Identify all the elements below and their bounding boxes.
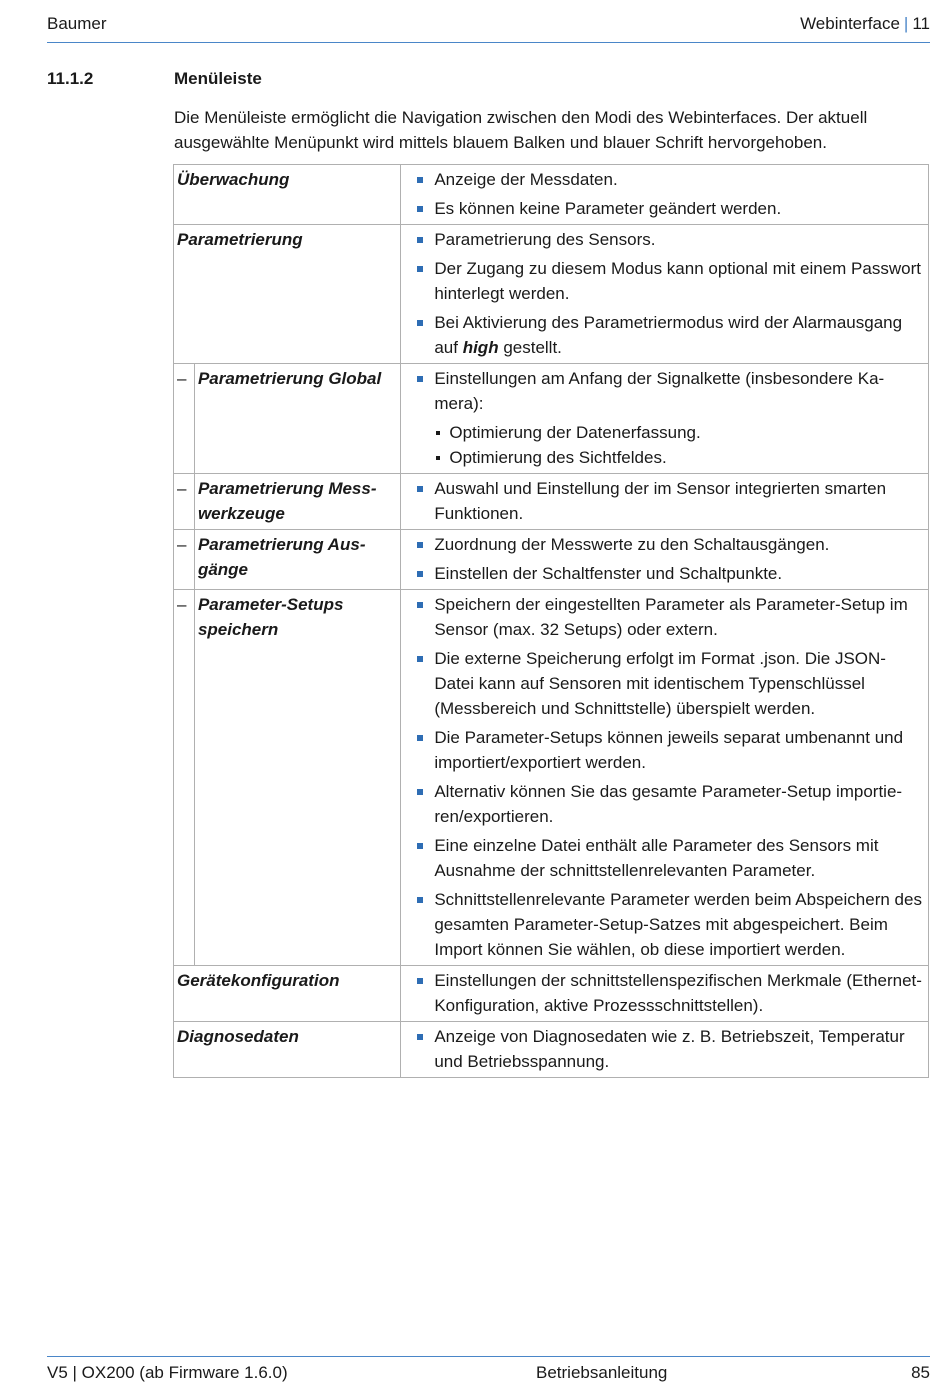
dash-marker: – (174, 474, 195, 530)
list-item: Schnittstellenrelevante Parameter werden beim Abspeichern des gesamten Parameter-Setup-Satzes mit abgespeichert. Beim Import können Sie wählen, ob diese importiert werden. (413, 887, 924, 962)
list-item: Auswahl und Einstellung der im Sensor integrierten smarten Funktionen. (413, 476, 924, 526)
menu-table (173, 164, 929, 1078)
bullet-square-icon (417, 320, 423, 326)
header-chapter: Webinterface | 11 (800, 14, 930, 33)
bullet-square-icon (417, 571, 423, 577)
table-row (174, 474, 929, 530)
row-label: Parametrierung Global (194, 364, 400, 474)
list-item: Einstellungen am Anfang der Signalkette (insbesondere Kamera): (413, 366, 924, 416)
bullet-square-icon (417, 735, 423, 741)
bullet-square-icon (417, 843, 423, 849)
dash-marker: – (174, 530, 195, 590)
list-item: Einstellungen der schnittstellenspezifischen Merkmale (Ethernet-Konfiguration, aktive Prozessschnittstellen). (413, 968, 924, 1018)
page-header (47, 14, 930, 43)
dash-marker: – (174, 590, 195, 966)
row-description (401, 225, 929, 364)
page-footer (47, 1356, 930, 1387)
section-number: 11.1.2 (47, 69, 94, 88)
bullet-square-icon (417, 656, 423, 662)
row-label: Parametrierung Ausgänge (194, 530, 400, 590)
table-row (174, 225, 929, 364)
table-row (174, 165, 929, 225)
list-item: Die Parameter-Setups können jeweils separat umbenannt und importiert/exportiert werden. (413, 725, 924, 775)
row-description (401, 1022, 929, 1078)
row-label: Überwachung (174, 165, 401, 225)
bullet-square-icon (417, 177, 423, 183)
row-description (401, 364, 929, 474)
sub-list-item: Optimierung der Datenerfassung. (413, 420, 924, 445)
list-item: Der Zugang zu diesem Modus kann optional mit einem Passwort hinterlegt werden. (413, 256, 924, 306)
bullet-square-icon (417, 978, 423, 984)
footer-page-number: 85 (911, 1363, 930, 1382)
list-item: Es können keine Parameter geändert werden. (413, 196, 924, 221)
sub-list-item: Optimierung des Sichtfeldes. (413, 445, 924, 470)
row-label: Parameter-Setups speichern (194, 590, 400, 966)
bullet-square-icon (417, 1034, 423, 1040)
row-description (401, 590, 929, 966)
header-company: Baumer (47, 14, 107, 33)
table-row (174, 590, 929, 966)
table-row (174, 530, 929, 590)
bullet-square-icon (417, 266, 423, 272)
bullet-dot-icon (436, 456, 440, 460)
row-label: Parametrierung Messwerkzeuge (194, 474, 400, 530)
list-item: Bei Aktivierung des Parametriermodus wird der Alarmausgang auf high gestellt. (413, 310, 924, 360)
list-item: Die externe Speicherung erfolgt im Format .json. Die JSON-Datei kann auf Sensoren mit identischem Typenschlüssel (Messbereich und Schnittstelle) überspielt werden. (413, 646, 924, 721)
list-item: Einstellen der Schaltfenster und Schaltpunkte. (413, 561, 924, 586)
bullet-square-icon (417, 789, 423, 795)
row-description (401, 966, 929, 1022)
bullet-square-icon (417, 486, 423, 492)
section-intro: Die Menüleiste ermöglicht die Navigation zwischen den Modi des Webinterfaces. Der aktuell ausgewählte Menüpunkt wird mittels blauem Balken und blauer Schrift hervorgehoben. (174, 108, 868, 152)
bullet-square-icon (417, 542, 423, 548)
bullet-square-icon (417, 237, 423, 243)
table-row (174, 966, 929, 1022)
row-label: Parametrierung (174, 225, 401, 364)
table-row (174, 364, 929, 474)
list-item: Parametrierung des Sensors. (413, 227, 924, 252)
list-item: Alternativ können Sie das gesamte Parameter-Setup importieren/exportieren. (413, 779, 924, 829)
bullet-square-icon (417, 206, 423, 212)
bullet-square-icon (417, 602, 423, 608)
list-item: Anzeige von Diagnosedaten wie z. B. Betriebszeit, Temperatur und Betriebsspannung. (413, 1024, 924, 1074)
row-label: Diagnosedaten (174, 1022, 401, 1078)
row-description (401, 165, 929, 225)
row-description (401, 474, 929, 530)
bullet-square-icon (417, 897, 423, 903)
table-row (174, 1022, 929, 1078)
section-title: Menüleiste (174, 69, 262, 88)
list-item: Zuordnung der Messwerte zu den Schaltausgängen. (413, 532, 924, 557)
footer-doc-type: Betriebsanleitung (536, 1363, 668, 1382)
list-item: Anzeige der Messdaten. (413, 167, 924, 192)
bullet-square-icon (417, 376, 423, 382)
dash-marker: – (174, 364, 195, 474)
row-description (401, 530, 929, 590)
row-label: Gerätekonfiguration (174, 966, 401, 1022)
bullet-dot-icon (436, 431, 440, 435)
footer-document: V5 | OX200 (ab Firmware 1.6.0) (47, 1363, 288, 1382)
list-item: Eine einzelne Datei enthält alle Parameter des Sensors mit Ausnahme der schnittstellenrelevanten Parameter. (413, 833, 924, 883)
list-item: Speichern der eingestellten Parameter als Parameter-Setup im Sensor (max. 32 Setups) oder extern. (413, 592, 924, 642)
